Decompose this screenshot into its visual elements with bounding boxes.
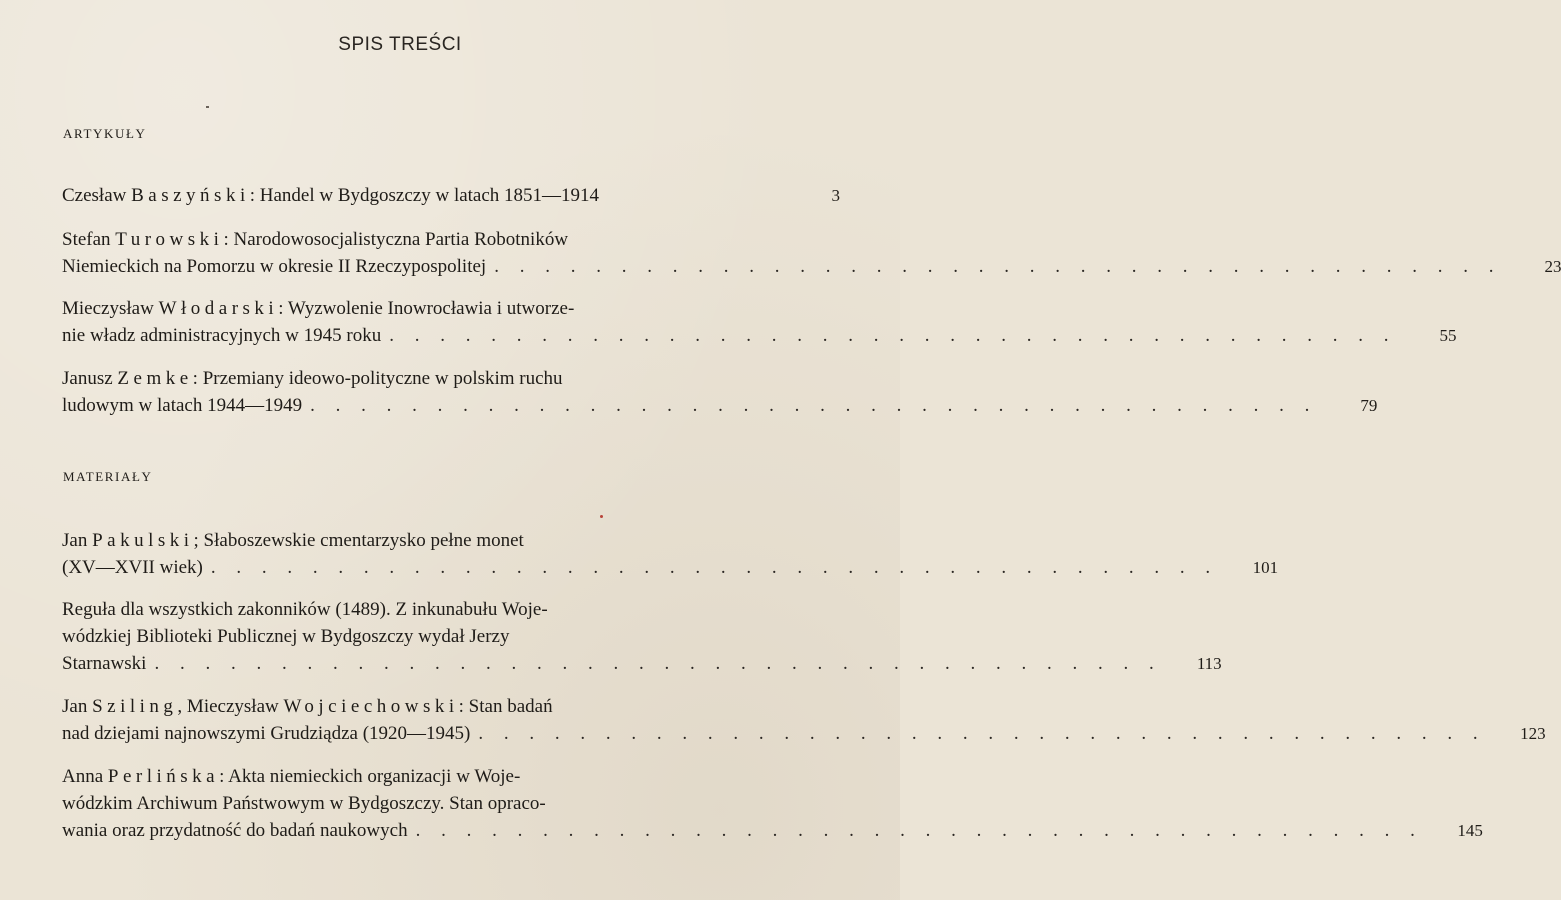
entry-title: ; Słaboszewskie cmentarzysko pełne monet — [193, 530, 524, 551]
ink-speck — [206, 106, 209, 108]
author-surname: Zemke — [117, 368, 193, 389]
page-number: 145 — [1457, 821, 1483, 840]
entry-title: : Handel w Bydgoszczy w latach 1851—1914 — [249, 185, 600, 206]
author-first-name: Janusz — [62, 368, 118, 389]
entry-title-continued: wódzkim Archiwum Państwowym w Bydgoszczy. Stan opraco- — [62, 793, 546, 814]
toc-entry — [62, 693, 1546, 747]
entry-title-continued: ludowym w latach 1944—1949 — [62, 395, 303, 416]
toc-line — [62, 623, 840, 650]
author-surname: Sziling — [92, 696, 178, 717]
toc-entry — [62, 295, 1457, 349]
entry-title-continued: Niemieckich na Pomorzu w okresie II Rzeczypospolitej — [62, 256, 487, 277]
entry-title: : Akta niemieckich organizacji w Woje- — [219, 766, 521, 787]
coauthor-first-name: , Mieczysław — [177, 696, 284, 717]
author-first-name: Stefan — [62, 229, 116, 250]
page-number: 23 — [1544, 257, 1561, 276]
author-surname: Włodarski — [158, 298, 279, 319]
author-surname: Perlińska — [107, 766, 220, 787]
toc-line — [62, 763, 840, 790]
toc-line — [62, 253, 1561, 280]
toc-line — [62, 554, 1279, 581]
entry-title: : Narodowosocjalistyczna Partia Robotników — [223, 229, 569, 250]
entry-title: : Stan badań — [458, 696, 553, 717]
toc-line — [62, 392, 1378, 419]
toc-line — [62, 650, 1222, 677]
page-number: 101 — [1252, 558, 1279, 577]
page-number: 79 — [1360, 396, 1378, 415]
toc-entry — [62, 527, 1279, 581]
leader-dots: . . . . . . . . . . . . . . . . . . . . . . . . . . . . . . . . . . . . . . . . — [210, 557, 1219, 578]
author-first-name: Jan — [62, 696, 93, 717]
toc-line — [62, 790, 840, 817]
leader-dots: . . . . . . . . . . . . . . . . . . . . . . . . . . . . . . . . . . . . . . . . — [478, 723, 1486, 744]
entry-title-continued: nad dziejami najnowszymi Grudziądza (1920—1945) — [62, 723, 471, 744]
toc-entry — [62, 182, 840, 209]
leader-dots: . . . . . . . . . . . . . . . . . . . . . . . . . . . . . . . . . . . . . . . . — [494, 256, 1502, 277]
author-first-name: Czesław — [62, 185, 132, 206]
toc-line — [62, 693, 840, 720]
entry-title: : Przemiany ideowo-polityczne w polskim ruchu — [192, 368, 563, 389]
page-number: 55 — [1439, 326, 1457, 345]
toc-line — [62, 720, 1546, 747]
coauthor-surname: Wojciechowski — [283, 696, 459, 717]
ink-speck — [600, 515, 603, 518]
leader-dots: . . . . . . . . . . . . . . . . . . . . . . . . . . . . . . . . . . . . . . . . — [389, 325, 1397, 346]
page-number: 123 — [1520, 724, 1546, 743]
entry-title-continued: wódzkiej Biblioteki Publicznej w Bydgoszczy wydał Jerzy — [62, 626, 510, 647]
author-first-name: Anna — [62, 766, 108, 787]
toc-line — [62, 596, 840, 623]
toc-line — [62, 527, 840, 554]
leader-dots: . . . . . . . . . . . . . . . . . . . . . . . . . . . . . . . . . . . . . . . . — [310, 395, 1318, 416]
author-surname: Turowski — [115, 229, 224, 250]
toc-line — [62, 226, 840, 253]
author-surname: Baszyński — [131, 185, 250, 206]
toc-entry — [62, 226, 1561, 280]
entry-title: Reguła dla wszystkich zakonników (1489). Z inkunabułu Woje- — [62, 599, 548, 620]
toc-line — [62, 322, 1457, 349]
toc-entry — [62, 365, 1378, 419]
leader-dots: . . . . . . . . . . . . . . . . . . . . . . . . . . . . . . . . . . . . . . . . — [415, 820, 1423, 841]
section-heading-materials: MATERIAŁY — [63, 469, 153, 484]
page-number: 3 — [831, 186, 840, 205]
toc-line — [62, 295, 840, 322]
author-surname: Pakulski — [92, 530, 194, 551]
toc-line — [62, 182, 840, 209]
section-heading-articles: ARTYKUŁY — [63, 126, 147, 141]
toc-entry — [62, 763, 1483, 844]
toc-line — [62, 365, 840, 392]
page-title: SPIS TREŚCI — [338, 34, 462, 55]
toc-entry — [62, 596, 1222, 677]
entry-title-continued: Starnawski — [62, 653, 147, 674]
toc-line — [62, 817, 1483, 844]
entry-title: : Wyzwolenie Inowrocławia i utworze- — [278, 298, 575, 319]
author-first-name: Jan — [62, 530, 93, 551]
page-number: 113 — [1196, 654, 1222, 673]
leader-dots: . . . . . . . . . . . . . . . . . . . . . . . . . . . . . . . . . . . . . . . . — [154, 653, 1162, 674]
entry-title-continued: wania oraz przydatność do badań naukowych — [62, 820, 408, 841]
author-first-name: Mieczysław — [62, 298, 159, 319]
entry-title-continued: nie władz administracyjnych w 1945 roku — [62, 325, 382, 346]
entry-title-continued: (XV—XVII wiek) — [62, 557, 203, 578]
